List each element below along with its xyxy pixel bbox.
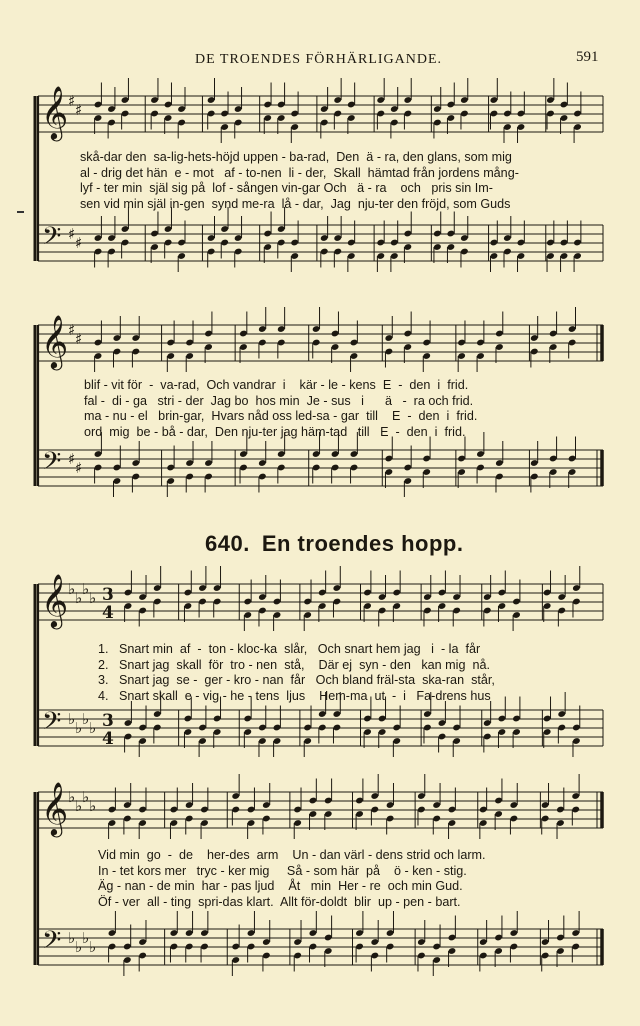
key-signature: ♭ [89, 938, 97, 956]
key-signature: ♯ [68, 450, 76, 468]
time-signature: 3 [102, 585, 114, 605]
bass-clef: 𝄢 [42, 707, 62, 742]
lyric-line: Vid min go - de her-des arm Un - dan värl - dens strid och larm. [98, 848, 486, 862]
lyric-line: 3. Snart jag se - ger - kro - nan får Och bland fräl-sta ska-ran står, [98, 673, 495, 688]
key-signature: ♭ [75, 938, 83, 956]
lyric-line: fal - di - ga stri - der Jag bo hos min Je - sus i ä - ra och frid. [84, 393, 474, 408]
lyric-line: 4. Snart skall e - vig - he - tens ljus Hem-ma ut - i Fa-drens hus [98, 688, 491, 703]
key-signature: ♯ [75, 459, 83, 477]
staves [35, 85, 603, 965]
lyric-line: 1. Snart min af - ton - kloc-ka slår, Och snart hem jag i - la får [98, 642, 481, 656]
lyric-line: Öf - ver all - ting spri-das klart. Allt för-doldt blir up - pen - bart. [98, 894, 461, 909]
lyric-line: In - tet kors mer tryc - ker mig Så - som här på ö - ken - stig. [98, 863, 467, 878]
hymn640-lyrics-system-1 [98, 642, 495, 704]
key-signature: ♯ [75, 101, 83, 119]
lyric-line: skå-dar den sa-lig-hets-höjd uppen - ba-rad, Den ä - ra, den glans, som mig [80, 150, 512, 164]
lyric-line: al - drig det hän e - mot af - to-nen li - der, Skall hämtad från jordens mång- [80, 165, 519, 180]
treble-clef: 𝄞 [41, 314, 69, 368]
bass-clef: 𝄢 [42, 447, 62, 482]
hymn639-lyrics-system-1 [80, 150, 519, 212]
hymn-title: En troendes hopp. [261, 531, 464, 556]
running-title: DE TROENDES FÖRHÄRLIGANDE. [195, 52, 443, 67]
page-number: 591 [576, 49, 599, 65]
key-signature: ♭ [82, 580, 90, 598]
hymn639-lyrics-system-2 [84, 378, 477, 440]
lyric-line: 2. Snart jag skall för tro - nen stå, Där ej syn - den kan mig nå. [98, 657, 490, 672]
treble-clef: 𝄞 [41, 573, 69, 627]
lyric-line: ma - nu - el brin-gar, Hvars nåd oss led-sa - gar till E - den i frid. [84, 409, 478, 424]
key-signature: ♭ [82, 929, 90, 947]
key-signature: ♯ [75, 330, 83, 348]
hymn-heading [205, 531, 475, 557]
key-signature: ♭ [82, 788, 90, 806]
key-signature: ♯ [75, 234, 83, 252]
key-signature: ♯ [68, 225, 76, 243]
treble-clef: 𝄞 [41, 85, 69, 139]
key-signature: ♭ [68, 929, 76, 947]
key-signature: ♭ [89, 719, 97, 737]
time-signature: 4 [102, 603, 114, 623]
key-signature: ♯ [68, 92, 76, 110]
lyric-line: Äg - nan - de min har - pas ljud Åt min Her - re och min Gud. [98, 879, 463, 894]
key-signature: ♭ [68, 580, 76, 598]
notes [94, 78, 582, 976]
key-signature: ♭ [75, 589, 83, 607]
lyric-line: ord mig be - bå - dar, Den nju-ter jag häm-tad till E - den i frid. [84, 424, 466, 439]
hymn-number: 640. [205, 531, 250, 556]
key-signature: ♭ [75, 797, 83, 815]
bass-clef: 𝄢 [42, 926, 62, 961]
hymn640-lyrics-system-2 [98, 848, 486, 910]
lyric-line: blif - vit för - va-rad, Och vandrar i kär - le - kens E - den i frid. [84, 378, 469, 392]
time-signature: 4 [102, 729, 114, 749]
lyric-line: lyf - ter min själ sig på lof - sången vin-gar Och ä - ra och pris sin Im- [80, 181, 493, 196]
key-signature: ♭ [68, 788, 76, 806]
time-signature: 3 [102, 711, 114, 731]
key-signature: ♭ [68, 710, 76, 728]
key-signature: ♭ [89, 589, 97, 607]
key-signature: ♭ [75, 719, 83, 737]
treble-clef: 𝄞 [41, 781, 69, 835]
key-signature: ♯ [68, 321, 76, 339]
lyric-line: sen vid min själ in-gen synd me-ra lå - dar, Jag nju-ter den fröjd, som Guds [80, 196, 511, 211]
bass-clef: 𝄢 [42, 222, 62, 257]
key-signature: ♭ [82, 710, 90, 728]
key-signature: ♭ [89, 797, 97, 815]
